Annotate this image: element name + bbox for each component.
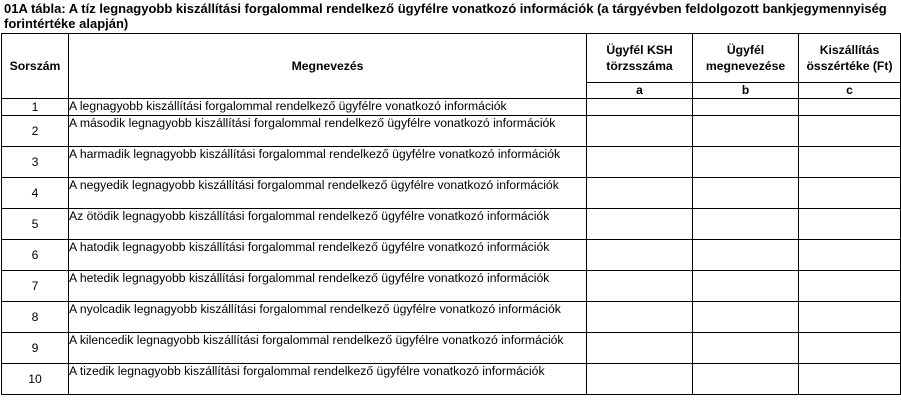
ksh-cell[interactable] xyxy=(587,147,693,178)
ugyfel-cell[interactable] xyxy=(693,271,799,302)
kiszallitas-cell[interactable] xyxy=(799,364,901,395)
table-title: 01A tábla: A tíz legnagyobb kiszállítási forgalommal rendelkező ügyfélre vonatkozó információk (a tárgyévben feldolgozott bankjegymennyiség forintértéke alapján) xyxy=(4,1,887,31)
row-number: 2 xyxy=(2,116,69,147)
table-row xyxy=(2,116,901,147)
data-table xyxy=(1,33,901,395)
kiszallitas-cell[interactable] xyxy=(799,302,901,333)
table-row xyxy=(2,209,901,240)
letter-a: a xyxy=(587,83,693,99)
row-label: A tizedik legnagyobb kiszállítási forgalommal rendelkező ügyfélre vonatkozó információk xyxy=(69,364,587,395)
header-row xyxy=(2,34,901,83)
ugyfel-cell[interactable] xyxy=(693,99,799,116)
row-label: A második legnagyobb kiszállítási forgalommal rendelkező ügyfélre vonatkozó információk xyxy=(69,116,587,147)
ksh-cell[interactable] xyxy=(587,99,693,116)
row-number: 10 xyxy=(2,364,69,395)
table-row xyxy=(2,240,901,271)
table-row xyxy=(2,178,901,209)
ugyfel-cell[interactable] xyxy=(693,147,799,178)
kiszallitas-cell[interactable] xyxy=(799,116,901,147)
row-label: A kilencedik legnagyobb kiszállítási forgalommal rendelkező ügyfélre vonatkozó információk xyxy=(69,333,587,364)
row-number: 5 xyxy=(2,209,69,240)
row-label: Az ötödik legnagyobb kiszállítási forgalommal rendelkező ügyfélre vonatkozó információk xyxy=(69,209,587,240)
ugyfel-cell[interactable] xyxy=(693,333,799,364)
ksh-cell[interactable] xyxy=(587,116,693,147)
header-ugyfel: Ügyfél megnevezése xyxy=(693,34,799,83)
row-number: 1 xyxy=(2,99,69,116)
ksh-cell[interactable] xyxy=(587,240,693,271)
row-label: A legnagyobb kiszállítási forgalommal rendelkező ügyfélre vonatkozó információk xyxy=(69,99,587,116)
kiszallitas-cell[interactable] xyxy=(799,240,901,271)
ksh-cell[interactable] xyxy=(587,178,693,209)
ksh-cell[interactable] xyxy=(587,364,693,395)
kiszallitas-cell[interactable] xyxy=(799,209,901,240)
table-row xyxy=(2,271,901,302)
kiszallitas-cell[interactable] xyxy=(799,333,901,364)
ksh-cell[interactable] xyxy=(587,333,693,364)
table-row xyxy=(2,364,901,395)
kiszallitas-cell[interactable] xyxy=(799,147,901,178)
row-number: 6 xyxy=(2,240,69,271)
letter-b: b xyxy=(693,83,799,99)
row-number: 9 xyxy=(2,333,69,364)
kiszallitas-cell[interactable] xyxy=(799,99,901,116)
row-number: 4 xyxy=(2,178,69,209)
table-row xyxy=(2,302,901,333)
header-sorszam: Sorszám xyxy=(2,34,69,99)
ugyfel-cell[interactable] xyxy=(693,178,799,209)
header-megnevezes: Megnevezés xyxy=(69,34,587,99)
letter-c: c xyxy=(799,83,901,99)
header-kiszallitas: Kiszállítás összértéke (Ft) xyxy=(799,34,901,83)
ugyfel-cell[interactable] xyxy=(693,116,799,147)
header-ksh: Ügyfél KSH törzsszáma xyxy=(587,34,693,83)
ksh-cell[interactable] xyxy=(587,302,693,333)
row-label: A negyedik legnagyobb kiszállítási forgalommal rendelkező ügyfélre vonatkozó információk xyxy=(69,178,587,209)
ugyfel-cell[interactable] xyxy=(693,302,799,333)
kiszallitas-cell[interactable] xyxy=(799,178,901,209)
row-label: A nyolcadik legnagyobb kiszállítási forgalommal rendelkező ügyfélre vonatkozó információk xyxy=(69,302,587,333)
ksh-cell[interactable] xyxy=(587,271,693,302)
ksh-cell[interactable] xyxy=(587,209,693,240)
kiszallitas-cell[interactable] xyxy=(799,271,901,302)
table-row xyxy=(2,147,901,178)
row-label: A hatodik legnagyobb kiszállítási forgalommal rendelkező ügyfélre vonatkozó információk xyxy=(69,240,587,271)
row-number: 8 xyxy=(2,302,69,333)
table-row xyxy=(2,99,901,116)
ugyfel-cell[interactable] xyxy=(693,240,799,271)
ugyfel-cell[interactable] xyxy=(693,209,799,240)
row-number: 3 xyxy=(2,147,69,178)
row-label: A harmadik legnagyobb kiszállítási forgalommal rendelkező ügyfélre vonatkozó információk xyxy=(69,147,587,178)
table-row xyxy=(2,333,901,364)
row-label: A hetedik legnagyobb kiszállítási forgalommal rendelkező ügyfélre vonatkozó információk xyxy=(69,271,587,302)
ugyfel-cell[interactable] xyxy=(693,364,799,395)
row-number: 7 xyxy=(2,271,69,302)
